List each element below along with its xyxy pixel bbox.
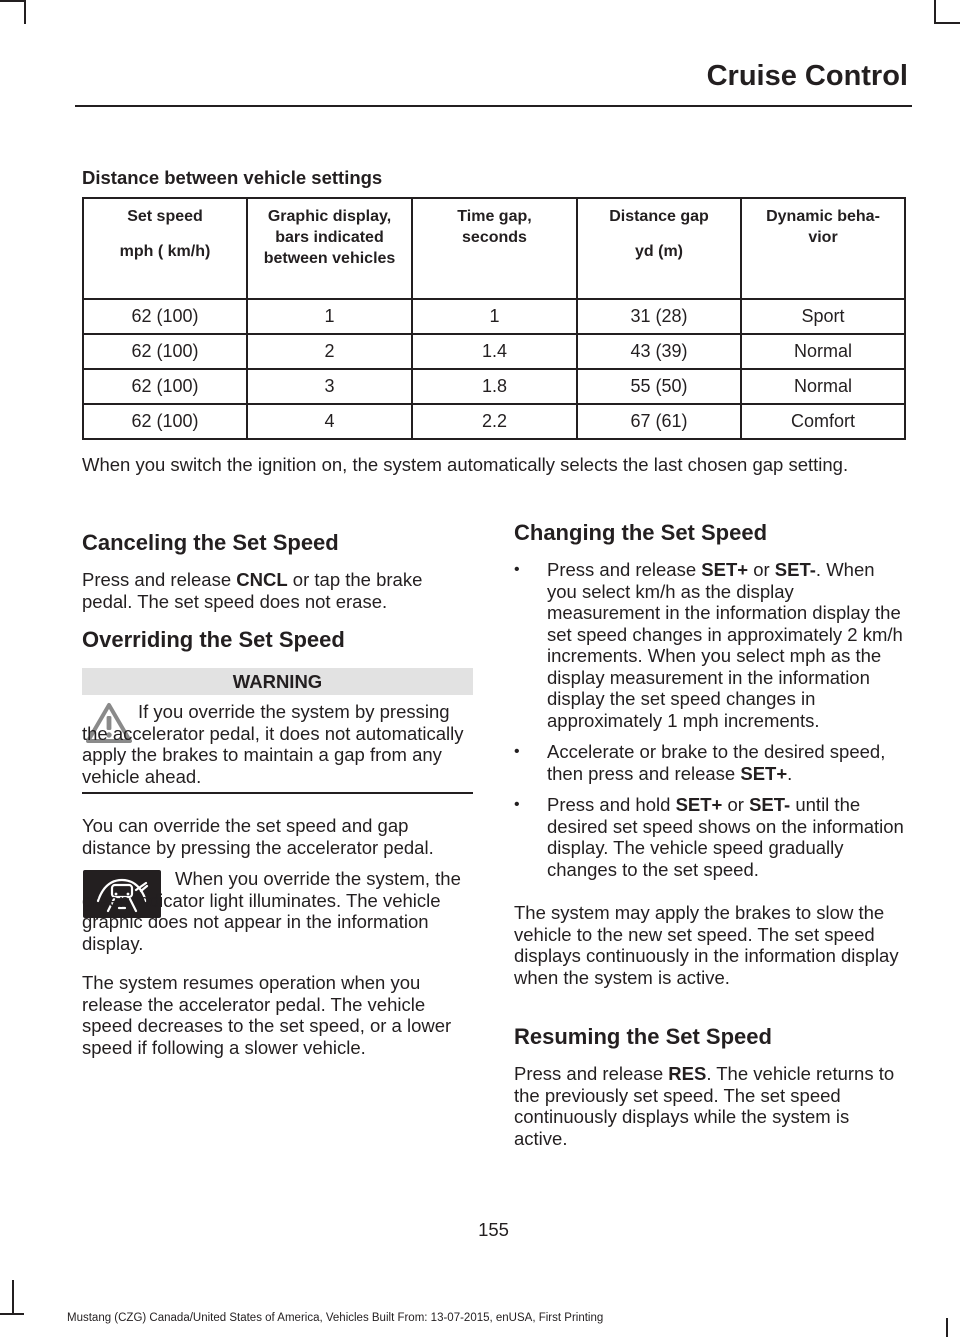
changing-bullet-list	[514, 559, 906, 890]
table-cell: 62 (100)	[83, 404, 247, 439]
table-cell: 2.2	[412, 404, 577, 439]
crop-mark	[0, 0, 24, 2]
res-keyword: RES	[668, 1063, 707, 1084]
table-cell: 67 (61)	[577, 404, 741, 439]
table-cell: 62 (100)	[83, 334, 247, 369]
table-note: When you switch the ignition on, the system automatically selects the last chosen gap setting.	[82, 454, 849, 475]
table-cell: Normal	[741, 369, 905, 404]
table-cell: 1.8	[412, 369, 577, 404]
warning-text: If you override the system by pressing the accelerator pedal, it does not automatically apply the brakes to maintain a gap from any vehicle ahead.	[82, 701, 464, 787]
indicator-paragraph: When you override the system, the green indicator light illuminates. The vehicle graphic does not appear in the information display.	[82, 868, 461, 954]
table-row	[83, 334, 905, 369]
list-item: • Press and release SET+ or SET-. When you select km/h as the display measurement in the information display the set speed changes in approximately 2 km/h increments. When you select mph as the display measurement in the information display the set speed changes in approximately 1 mph increments.	[514, 559, 906, 731]
crop-mark	[936, 22, 960, 24]
table-cell: 31 (28)	[577, 299, 741, 334]
warning-label: WARNING	[82, 668, 473, 695]
table-row	[83, 299, 905, 334]
crop-mark	[24, 0, 26, 24]
table-row	[83, 404, 905, 439]
table-cell: 2	[247, 334, 412, 369]
canceling-heading: Canceling the Set Speed	[82, 530, 339, 555]
table-cell: 3	[247, 369, 412, 404]
distance-settings-table	[82, 197, 906, 440]
table-cell: Sport	[741, 299, 905, 334]
table-cell: 4	[247, 404, 412, 439]
column-header: Graphic display, bars indicated between vehicles	[247, 198, 412, 299]
warning-divider	[82, 792, 473, 794]
table-cell: 1.4	[412, 334, 577, 369]
list-item: • Accelerate or brake to the desired speed, then press and release SET+.	[514, 741, 906, 784]
resume-operation-paragraph: The system resumes operation when you release the accelerator pedal. The vehicle speed decreases to the set speed, or a lower speed if following a slower vehicle.	[82, 972, 452, 1058]
overriding-heading: Overriding the Set Speed	[82, 627, 345, 652]
brake-paragraph: The system may apply the brakes to slow the vehicle to the new set speed. The set speed displays continuously in the information display when the system is active.	[514, 902, 899, 988]
crop-mark	[946, 1318, 948, 1337]
column-header: Distance gap yd (m)	[577, 198, 741, 299]
changing-heading: Changing the Set Speed	[514, 520, 768, 545]
page-title: Cruise Control	[706, 60, 908, 92]
resuming-heading: Resuming the Set Speed	[514, 1024, 772, 1049]
table-cell: Comfort	[741, 404, 905, 439]
canceling-text: Press and release CNCL or tap the brake pedal. The set speed does not erase.	[82, 569, 423, 612]
header-rule	[75, 105, 912, 107]
table-cell: Normal	[741, 334, 905, 369]
crop-mark	[12, 1280, 14, 1314]
column-header: Dynamic beha-vior	[741, 198, 905, 299]
table-cell: 62 (100)	[83, 369, 247, 404]
column-header: Time gap, seconds	[412, 198, 577, 299]
column-header: Set speed mph ( km/h)	[83, 198, 247, 299]
override-paragraph: You can override the set speed and gap distance by pressing the accelerator pedal.	[82, 815, 434, 858]
section-heading: Distance between vehicle settings	[82, 167, 383, 188]
table-cell: 62 (100)	[83, 299, 247, 334]
crop-mark	[934, 0, 936, 24]
table-cell: 1	[247, 299, 412, 334]
list-item: • Press and hold SET+ or SET- until the desired set speed shows on the information display. The vehicle speed gradually changes to the set speed.	[514, 794, 906, 880]
table-cell: 1	[412, 299, 577, 334]
cncl-keyword: CNCL	[236, 569, 288, 590]
resuming-text: Press and release RES. The vehicle returns to the previously set speed. The set speed continuously displays while the system is active.	[514, 1063, 895, 1149]
table-header-row	[83, 198, 905, 299]
page-number: 155	[478, 1219, 509, 1240]
footer-text: Mustang (CZG) Canada/United States of America, Vehicles Built From: 13-07-2015, enUSA, First Printing	[67, 1312, 604, 1324]
table-row	[83, 369, 905, 404]
table-cell: 55 (50)	[577, 369, 741, 404]
table-cell: 43 (39)	[577, 334, 741, 369]
